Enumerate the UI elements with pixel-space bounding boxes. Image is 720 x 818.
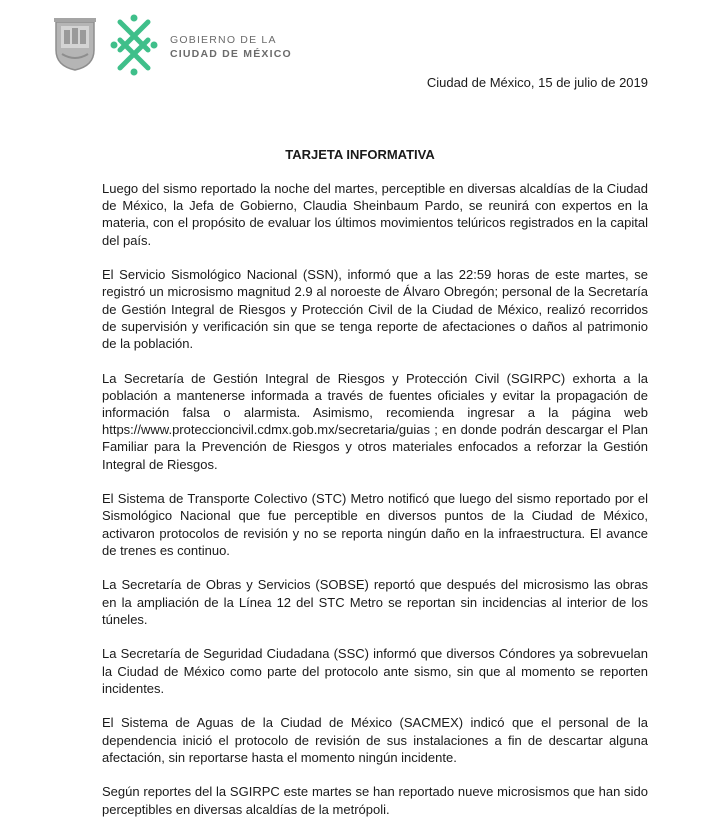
paragraph: La Secretaría de Seguridad Ciudadana (SSC) informó que diversos Cóndores ya sobrevuelan la Ciudad de México como parte del protocolo ante sismo, sin que al momento se reporten incidentes. (102, 646, 648, 696)
government-line-2: CIUDAD DE MÉXICO (170, 48, 292, 60)
paragraph: Según reportes del la SGIRPC este martes se han reportado nueve microsismos que han sido perceptibles en diversas alcaldías de la metrópoli. (102, 784, 648, 817)
document-title: TARJETA INFORMATIVA (285, 147, 435, 162)
paragraph: El Sistema de Transporte Colectivo (STC) Metro notificó que luego del sismo reportado por el Sismológico Nacional que fue perceptible en diversos puntos de la Ciudad de México, activaron protocolos de revisión y no se reporta ningún daño en la infraestructura. El avance de trenes es continuo. (102, 491, 648, 558)
cdmx-logo-icon (110, 14, 158, 76)
paragraph: Luego del sismo reportado la noche del martes, perceptible en diversas alcaldías de la Ciudad de México, la Jefa de Gobierno, Claudia Sheinbaum Pardo, se reunirá con expertos en la materia, con el propósito de evaluar los últimos movimientos telúricos registrados en la capital del país. (102, 181, 648, 248)
letterhead (50, 14, 350, 80)
paragraph: El Servicio Sismológico Nacional (SSN), informó que a las 22:59 horas de este martes, se registró un microsismo magnitud 2.9 al noroeste de Álvaro Obregón; personal de la Secretaría de Gestión Integral de Riesgos y Protección Civil de la Ciudad de México, realizó recorridos de supervisión y verificación sin que se tenga reporte de afectaciones o daños al patrimonio de la población. (102, 267, 648, 352)
document-body (102, 180, 648, 818)
paragraph: La Secretaría de Obras y Servicios (SOBSE) reportó que después del microsismo las obras en la ampliación de la Línea 12 del STC Metro se reportan sin incidencias al interior de los túneles. (102, 577, 648, 627)
paragraph: El Sistema de Aguas de la Ciudad de México (SACMEX) indicó que el personal de la dependencia inició el protocolo de revisión de sus instalaciones a fin de descartar alguna afectación, sin reportarse hasta el momento ningún incidente. (102, 715, 648, 765)
paragraph: La Secretaría de Gestión Integral de Riesgos y Protección Civil (SGIRPC) exhorta a la población a mantenerse informada a través de fuentes oficiales y evitar la propagación de información falsa o alarmista. Asimismo, recomienda ingresar a la página web https://www.proteccioncivil.cdmx.gob.mx/secretaria/guias ; en donde podrán descargar el Plan Familiar para la Prevención de Riesgos y otros materiales enfocados a reforzar la Gestión Integral de Riesgos. (102, 370, 648, 472)
document-date: Ciudad de México, 15 de julio de 2019 (426, 75, 648, 90)
coat-of-arms-icon (52, 16, 98, 72)
government-name (170, 33, 292, 61)
government-line-1: GOBIERNO DE LA (170, 34, 277, 46)
